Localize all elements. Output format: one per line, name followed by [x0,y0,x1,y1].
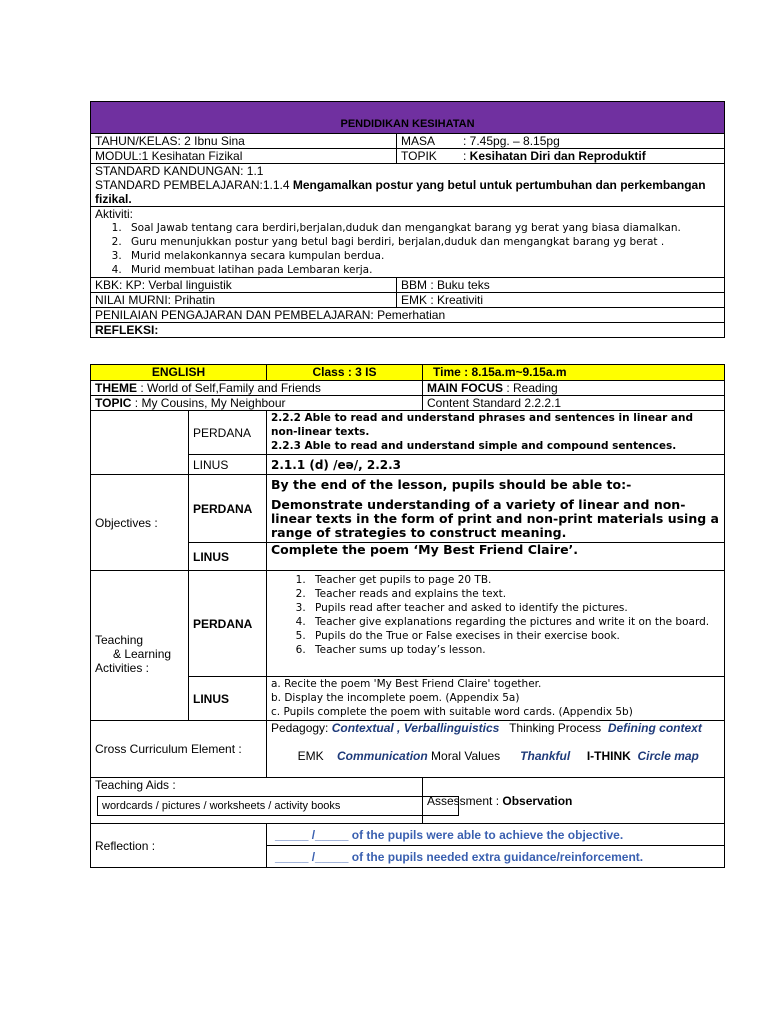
tla-label-3: Activities : [95,660,150,675]
obj-perdana-label: PERDANA [189,475,267,543]
english-lesson-table [90,364,725,868]
theme-value: : World of Self,Family and Friends [137,381,321,395]
obj-linus-label: LINUS [189,543,267,571]
reflection-label: Reflection : [91,824,267,868]
topic-cell [91,396,423,411]
assessment-value: Observation [502,793,573,808]
topik-value: Kesihatan Diri dan Reproduktif [469,149,646,163]
topic-value: : My Cousins, My Neighbour [131,396,286,410]
standard-pembelajaran-value: Mengamalkan postur yang betul untuk pertumbuhan dan perkembangan fizikal. [95,178,706,206]
tla-linus-cell [267,677,725,721]
content-standard: Content Standard 2.2.2.1 [423,396,725,411]
reflection-1: _____ /_____ of the pupils were able to achieve the objective. [267,824,725,846]
time-label: Time : 8.15a.m~9.15a.m [423,365,725,381]
ithink-value: Circle map [637,749,699,763]
aktiviti-item: 3. Murid melakonkannya secara kumpulan berdua. [125,249,720,263]
topik-colon: : [463,149,470,163]
tla-perdana-item: 2. Teacher reads and explains the text. [309,587,720,601]
pedagogy-label: Pedagogy: [271,721,332,735]
main-focus-cell [423,381,725,396]
standard-kandungan: STANDARD KANDUNGAN: 1.1 [95,164,264,178]
pedagogy-value: Contextual , Verballinguistics [331,721,500,735]
aktiviti-item: 4. Murid membuat latihan pada Lembaran kerja. [125,263,720,277]
ls-linus: 2.1.1 (d) /eə/, 2.2.3 [267,455,725,475]
tla-perdana-cell [267,571,725,677]
masa-cell [397,134,725,149]
nilai-murni: NILAI MURNI: Prihatin [91,293,397,308]
topik-cell [397,149,725,164]
tla-label-2: & Learning [113,646,172,661]
aids-value: wordcards / pictures / worksheets / activity books [97,796,459,816]
obj-perdana: Demonstrate understanding of a variety of linear and non-linear texts in the form of print and non-print materials using a range of strategies to construct meaning. [271,497,719,540]
ls-blank-label [91,411,189,475]
aktiviti-list [95,221,720,277]
standard-pembelajaran-label: STANDARD PEMBELAJARAN:1.1.4 [95,178,293,192]
ls-perdana-1: 2.2.2 Able to read and understand phrases and sentences in linear and non-linear texts. [271,412,694,438]
masa-label: MASA [401,134,436,148]
tla-perdana-item: 4. Teacher give explanations regarding the pictures and write it on the board. [309,615,720,629]
ls-perdana-cell [267,411,725,455]
modul: MODUL:1 Kesihatan Fizikal [91,149,397,164]
ls-linus-label: LINUS [189,455,267,475]
theme-cell [91,381,423,396]
theme-label: THEME [95,381,137,395]
obj-perdana-cell [267,475,725,543]
ls-perdana-2: 2.2.3 Able to read and understand simple and compound sentences. [271,440,677,452]
emk-label: EMK [297,749,338,763]
obj-linus: Complete the poem ‘My Best Friend Claire’. [267,543,725,571]
thinking-value: Defining context [607,721,702,735]
ls-perdana-label: PERDANA [189,411,267,455]
tla-label-cell [91,571,189,721]
aids-cell [91,778,423,824]
aktiviti-item: 1. Soal Jawab tentang cara berdiri,berjalan,duduk dan mengangkat barang yg berat yang biasa diamalkan. [125,221,720,235]
subject: ENGLISH [91,365,267,381]
aktiviti-item: 2. Guru menunjukkan postur yang betul bagi berdiri, berjalan,duduk dan mengangkat barang yg berat . [125,235,720,249]
tla-linus-label: LINUS [189,677,267,721]
penilaian: PENILAIAN PENGAJARAN DAN PEMBELAJARAN: Pemerhatian [91,308,725,323]
aids-label: Teaching Aids : [95,778,176,792]
tla-perdana-item: 6. Teacher sums up today’s lesson. [309,643,720,657]
pk-title-cell [91,102,725,134]
tla-linus-item: c. Pupils complete the poem with suitable word cards. (Appendix 5b) [271,706,633,718]
reflection-2: _____ /_____ of the pupils needed extra guidance/reinforcement. [267,846,725,868]
aktiviti-label: Aktiviti: [95,207,134,221]
emk: EMK : Kreativiti [397,293,725,308]
tla-label-1: Teaching [95,632,144,647]
class-label: Class : 3 IS [267,365,423,381]
bbm: BBM : Buku teks [397,278,725,293]
moral-label: Moral Values [427,749,521,763]
obj-intro: By the end of the lesson, pupils should be able to:- [271,477,632,492]
pk-title: PENDIDIKAN KESIHATAN [340,118,475,130]
tla-linus-item: b. Display the incomplete poem. (Appendix 5a) [271,692,520,704]
standard-cell [91,164,725,207]
pk-lesson-plan-table [90,101,725,338]
tla-perdana-list [271,573,720,657]
main-focus-label: MAIN FOCUS [427,381,503,395]
emk-value: Communication [337,749,428,763]
assessment-label: Assessment : [427,793,503,808]
cce-cell [267,721,725,778]
assessment-cell [423,778,725,824]
tla-perdana-label: PERDANA [189,571,267,677]
topic-label: TOPIC [95,396,132,410]
tla-perdana-item: 3. Pupils read after teacher and asked to identify the pictures. [309,601,720,615]
topik-label: TOPIK [401,149,437,163]
tahun-kelas: TAHUN/KELAS: 2 Ibnu Sina [91,134,397,149]
main-focus-value: : Reading [503,381,558,395]
tla-perdana-item: 1. Teacher get pupils to page 20 TB. [309,573,720,587]
cce-label: Cross Curriculum Element : [91,721,267,778]
masa-value: : 7.45pg. – 8.15pg [463,134,560,148]
thinking-label: Thinking Process [499,721,608,735]
tla-perdana-item: 5. Pupils do the True or False execises in their exercise book. [309,629,720,643]
moral-value: Thankful [520,749,571,763]
aktiviti-cell [91,207,725,278]
ithink-label: I-THINK [570,749,638,763]
objectives-label: Objectives : [91,475,189,571]
kbk: KBK: KP: Verbal linguistik [91,278,397,293]
refleksi: REFLEKSI: [91,323,725,338]
tla-linus-item: a. Recite the poem 'My Best Friend Claire' together. [271,678,542,690]
